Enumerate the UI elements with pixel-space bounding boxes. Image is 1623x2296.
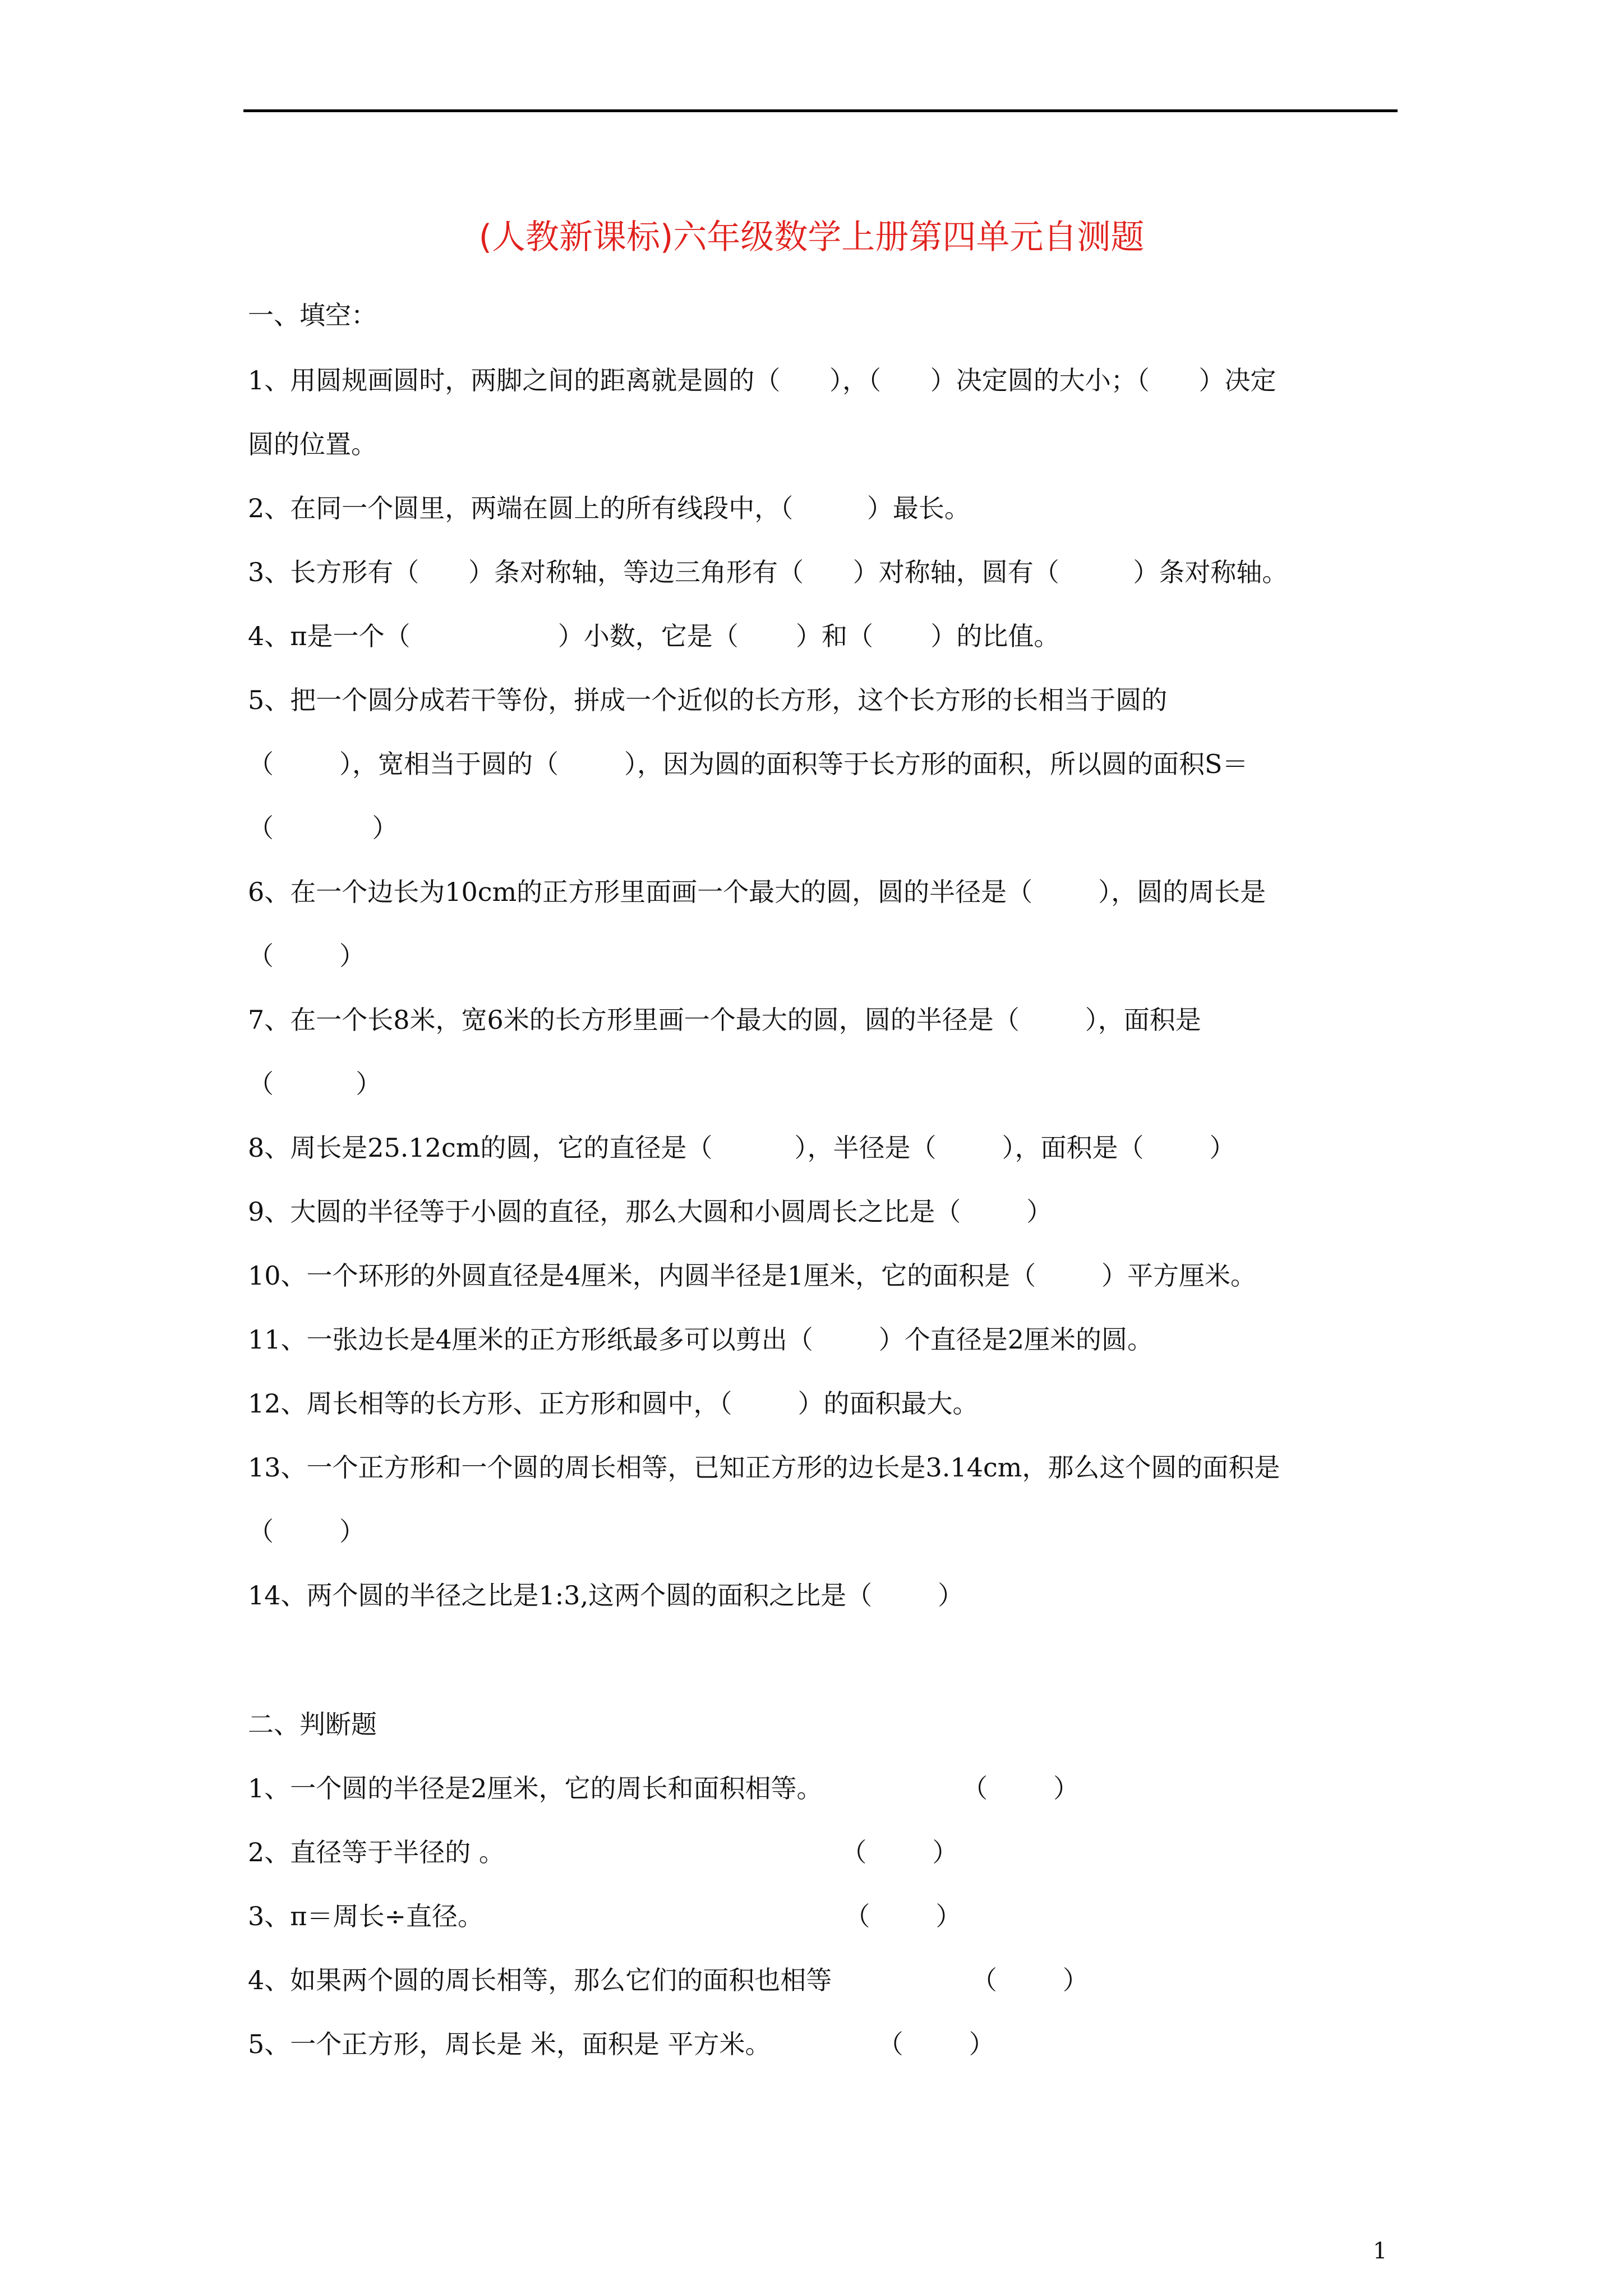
question-line: 10、一个环形的外圆直径是4厘米，内圆半径是1厘米，它的面积是（ ）平方厘米。: [248, 1260, 1257, 1291]
question-line: 8、周长是25.12cm的圆，它的直径是（ ），半径是（ ），面积是（ ）: [248, 1133, 1235, 1163]
question-line: 1、用圆规画圆时，两脚之间的距离就是圆的（ ），（ ）决定圆的大小；（ ）决定: [248, 365, 1276, 395]
question-line: 11、一张边长是4厘米的正方形纸最多可以剪出（ ）个直径是2厘米的圆。: [248, 1324, 1154, 1355]
question-line: 3、长方形有（ ）条对称轴，等边三角形有（ ）对称轴，圆有（ ）条对称轴。: [248, 557, 1288, 587]
judgement-line: 5、一个正方形，周长是 米，面积是 平方米。 （ ）: [248, 2029, 995, 2059]
section-1-heading: 一、填空：: [248, 300, 377, 330]
judgement-line: 3、π＝周长÷直径。 （ ）: [248, 1901, 962, 1931]
question-line: （ ），宽相当于圆的（ ），因为圆的面积等于长方形的面积，所以圆的面积S＝: [248, 749, 1248, 779]
judgement-line: 1、一个圆的半径是2厘米，它的周长和面积相等。 （ ）: [248, 1773, 1080, 1803]
question-line: 6、在一个边长为10cm的正方形里面画一个最大的圆，圆的半径是（ ），圆的周长是: [248, 877, 1266, 907]
question-line: （ ）: [248, 1516, 365, 1547]
section-2-heading: 二、判断题: [248, 1709, 377, 1740]
question-line: 5、把一个圆分成若干等份，拼成一个近似的长方形，这个长方形的长相当于圆的: [248, 685, 1168, 715]
question-line: 14、两个圆的半径之比是1:3,这两个圆的面积之比是（ ）: [248, 1580, 964, 1611]
question-line: 圆的位置。: [248, 429, 377, 459]
question-line: 2、在同一个圆里，两端在圆上的所有线段中，（ ）最长。: [248, 493, 970, 523]
question-line: 9、大圆的半径等于小圆的直径，那么大圆和小圆周长之比是（ ）: [248, 1197, 1053, 1227]
header-rule: [243, 109, 1398, 112]
question-line: 12、周长相等的长方形、正方形和圆中，（ ）的面积最大。: [248, 1388, 979, 1419]
question-line: 4、π是一个（ ）小数，它是（ ）和（ ）的比值。: [248, 621, 1060, 651]
page-number: 1: [1373, 2238, 1387, 2264]
question-line: 13、一个正方形和一个圆的周长相等，已知正方形的边长是3.14cm，那么这个圆的面积是: [248, 1452, 1280, 1483]
question-line: （ ）: [248, 813, 398, 843]
judgement-line: 4、如果两个圆的周长相等，那么它们的面积也相等 （ ）: [248, 1965, 1089, 1995]
judgement-line: 2、直径等于半径的 。 （ ）: [248, 1837, 958, 1867]
question-line: 7、在一个长8米，宽6米的长方形里画一个最大的圆，圆的半径是（ ），面积是: [248, 1005, 1201, 1035]
page-title: (人教新课标)六年级数学上册第四单元自测题: [478, 218, 1145, 257]
question-line: （ ）: [248, 941, 365, 971]
question-line: （ ）: [248, 1069, 382, 1099]
